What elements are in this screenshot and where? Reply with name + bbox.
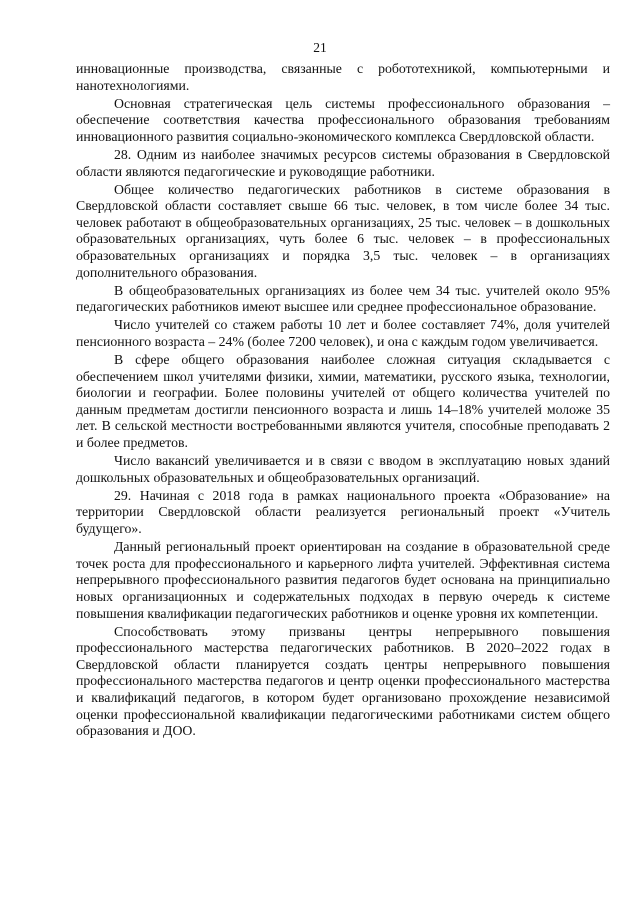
paragraph-teacher-experience: Число учителей со стажем работы 10 лет и более составляет 74%, доля учителей пенсионного возраста – 24% (более 7200 человек), и она с каждым годом увеличивается.	[76, 317, 610, 349]
paragraph-item-28: 28. Одним из наиболее значимых ресурсов системы образования в Свердловской области являются педагогические и руководящие работники.	[76, 146, 610, 179]
paragraph-item-29: 29. Начиная с 2018 года в рамках национального проекта «Образование» на территории Свердловской области реализуется региональный проект «Учитель будущего».	[76, 487, 610, 537]
paragraph-regional-project: Данный региональный проект ориентирован на создание в образовательной среде точек роста для профессионального и карьерного лифта учителей. Эффективная система непрерывного профессионального развития педагогов будет основана на принципиально новых организационных и содержательных подходах в первую очередь к системе повышения квалификации педагогических работников и оценке уровня их компетенции.	[76, 539, 610, 621]
document-body	[76, 61, 610, 741]
page-number: 21	[313, 40, 327, 55]
paragraph-development-centers: Способствовать этому призваны центры непрерывного повышения профессионального мастерства педагогических работников. В 2020–2022 годах в Свердловской области планируется создать центры непрерывного повышения профессионального мастерства педагогов и центр оценки профессионального мастерства и квалификаций педагогов, в котором будет организовано прохождение независимой оценки профессиональной квалификации педагогическими работниками систем общего образования и ДОО.	[76, 623, 610, 739]
paragraph-continuation: инновационные производства, связанные с робототехникой, компьютерными и нанотехнологиями.	[76, 61, 610, 93]
paragraph-vacancies: Число вакансий увеличивается и в связи с вводом в эксплуатацию новых зданий дошкольных образовательных и общеобразовательных организаций.	[76, 453, 610, 485]
paragraph-teacher-education: В общеобразовательных организациях из более чем 34 тыс. учителей около 95% педагогических работников имеют высшее или среднее профессиональное образование.	[76, 282, 610, 315]
paragraph-strategic-goal: Основная стратегическая цель системы профессионального образования – обеспечение соответствия качества профессионального образования требованиям инновационного развития социально-экономического комплекса Свердловской области.	[76, 95, 610, 144]
paragraph-subject-shortage: В сфере общего образования наиболее сложная ситуация складывается с обеспечением школ учителями физики, химии, математики, русского языка, технологии, биологии и географии. Более половины учителей от общего количества учителей по данным предметам достигли пенсионного возраста и лишь 14–18% учителей моложе 35 лет. В сельской местности востребованными являются учителя, способные преподавать 2 и более предметов.	[76, 352, 610, 451]
paragraph-staff-count: Общее количество педагогических работников в системе образования в Свердловской области составляет свыше 66 тыс. человек, в том числе более 34 тыс. человек работают в общеобразовательных организациях, 25 тыс. человек – в дошкольных образовательных организациях, чуть более 6 тыс. человек – в профессиональных образовательных организациях и порядка 3,5 тыс. человек – в организациях дополнительного образования.	[76, 181, 610, 280]
